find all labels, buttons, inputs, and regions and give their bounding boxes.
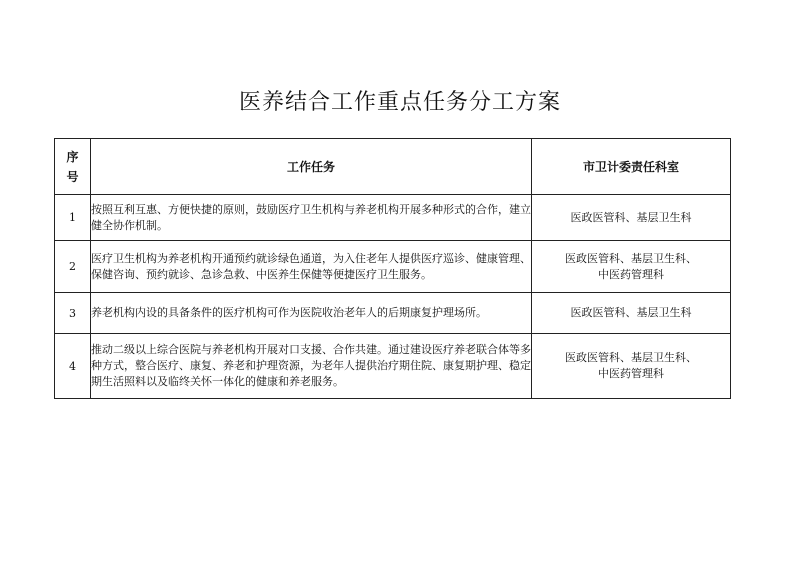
row-seq: 1 — [55, 195, 91, 241]
table-row — [55, 195, 731, 241]
row-dept-line: 中医药管理科 — [598, 267, 664, 281]
row-task: 养老机构内设的具备条件的医疗机构可作为医院收治老年人的后期康复护理场所。 — [91, 293, 532, 334]
header-seq-top: 序 — [66, 149, 79, 164]
row-task: 医疗卫生机构为养老机构开通预约就诊绿色通道，为入住老年人提供医疗巡诊、健康管理、保健咨询、预约就诊、急诊急救、中医养生保健等便捷医疗卫生服务。 — [91, 241, 532, 293]
row-dept — [532, 293, 731, 334]
page-title: 医养结合工作重点任务分工方案 — [238, 90, 561, 115]
row-seq: 2 — [55, 241, 91, 293]
row-dept — [532, 195, 731, 241]
row-seq: 4 — [55, 334, 91, 399]
header-seq — [55, 139, 91, 195]
row-dept-line: 医政医管科、基层卫生科 — [570, 306, 692, 319]
row-dept-line: 中医药管理科 — [598, 367, 664, 380]
row-dept — [532, 241, 731, 293]
task-assignment-table — [54, 138, 731, 399]
row-dept-line: 医政医管科、基层卫生科、 — [565, 351, 697, 364]
header-task: 工作任务 — [91, 139, 532, 195]
row-seq: 3 — [55, 293, 91, 334]
table-row — [55, 334, 731, 399]
row-task: 按照互利互惠、方便快捷的原则，鼓励医疗卫生机构与养老机构开展多种形式的合作，建立健全协作机制。 — [91, 195, 532, 241]
row-dept — [532, 334, 731, 399]
table-header-row — [55, 139, 731, 195]
header-seq-bottom: 号 — [66, 169, 79, 184]
row-dept-line: 医政医管科、基层卫生科、 — [565, 251, 697, 265]
table-row — [55, 293, 731, 334]
table-row — [55, 241, 731, 293]
header-dept: 市卫计委责任科室 — [532, 139, 731, 195]
row-task: 推动二级以上综合医院与养老机构开展对口支援、合作共建。通过建设医疗养老联合体等多种方式，整合医疗、康复、养老和护理资源，为老年人提供治疗期住院、康复期护理、稳定期生活照料以及临终关怀一体化的健康和养老服务。 — [91, 334, 532, 399]
row-dept-line: 医政医管科、基层卫生科 — [570, 210, 692, 224]
